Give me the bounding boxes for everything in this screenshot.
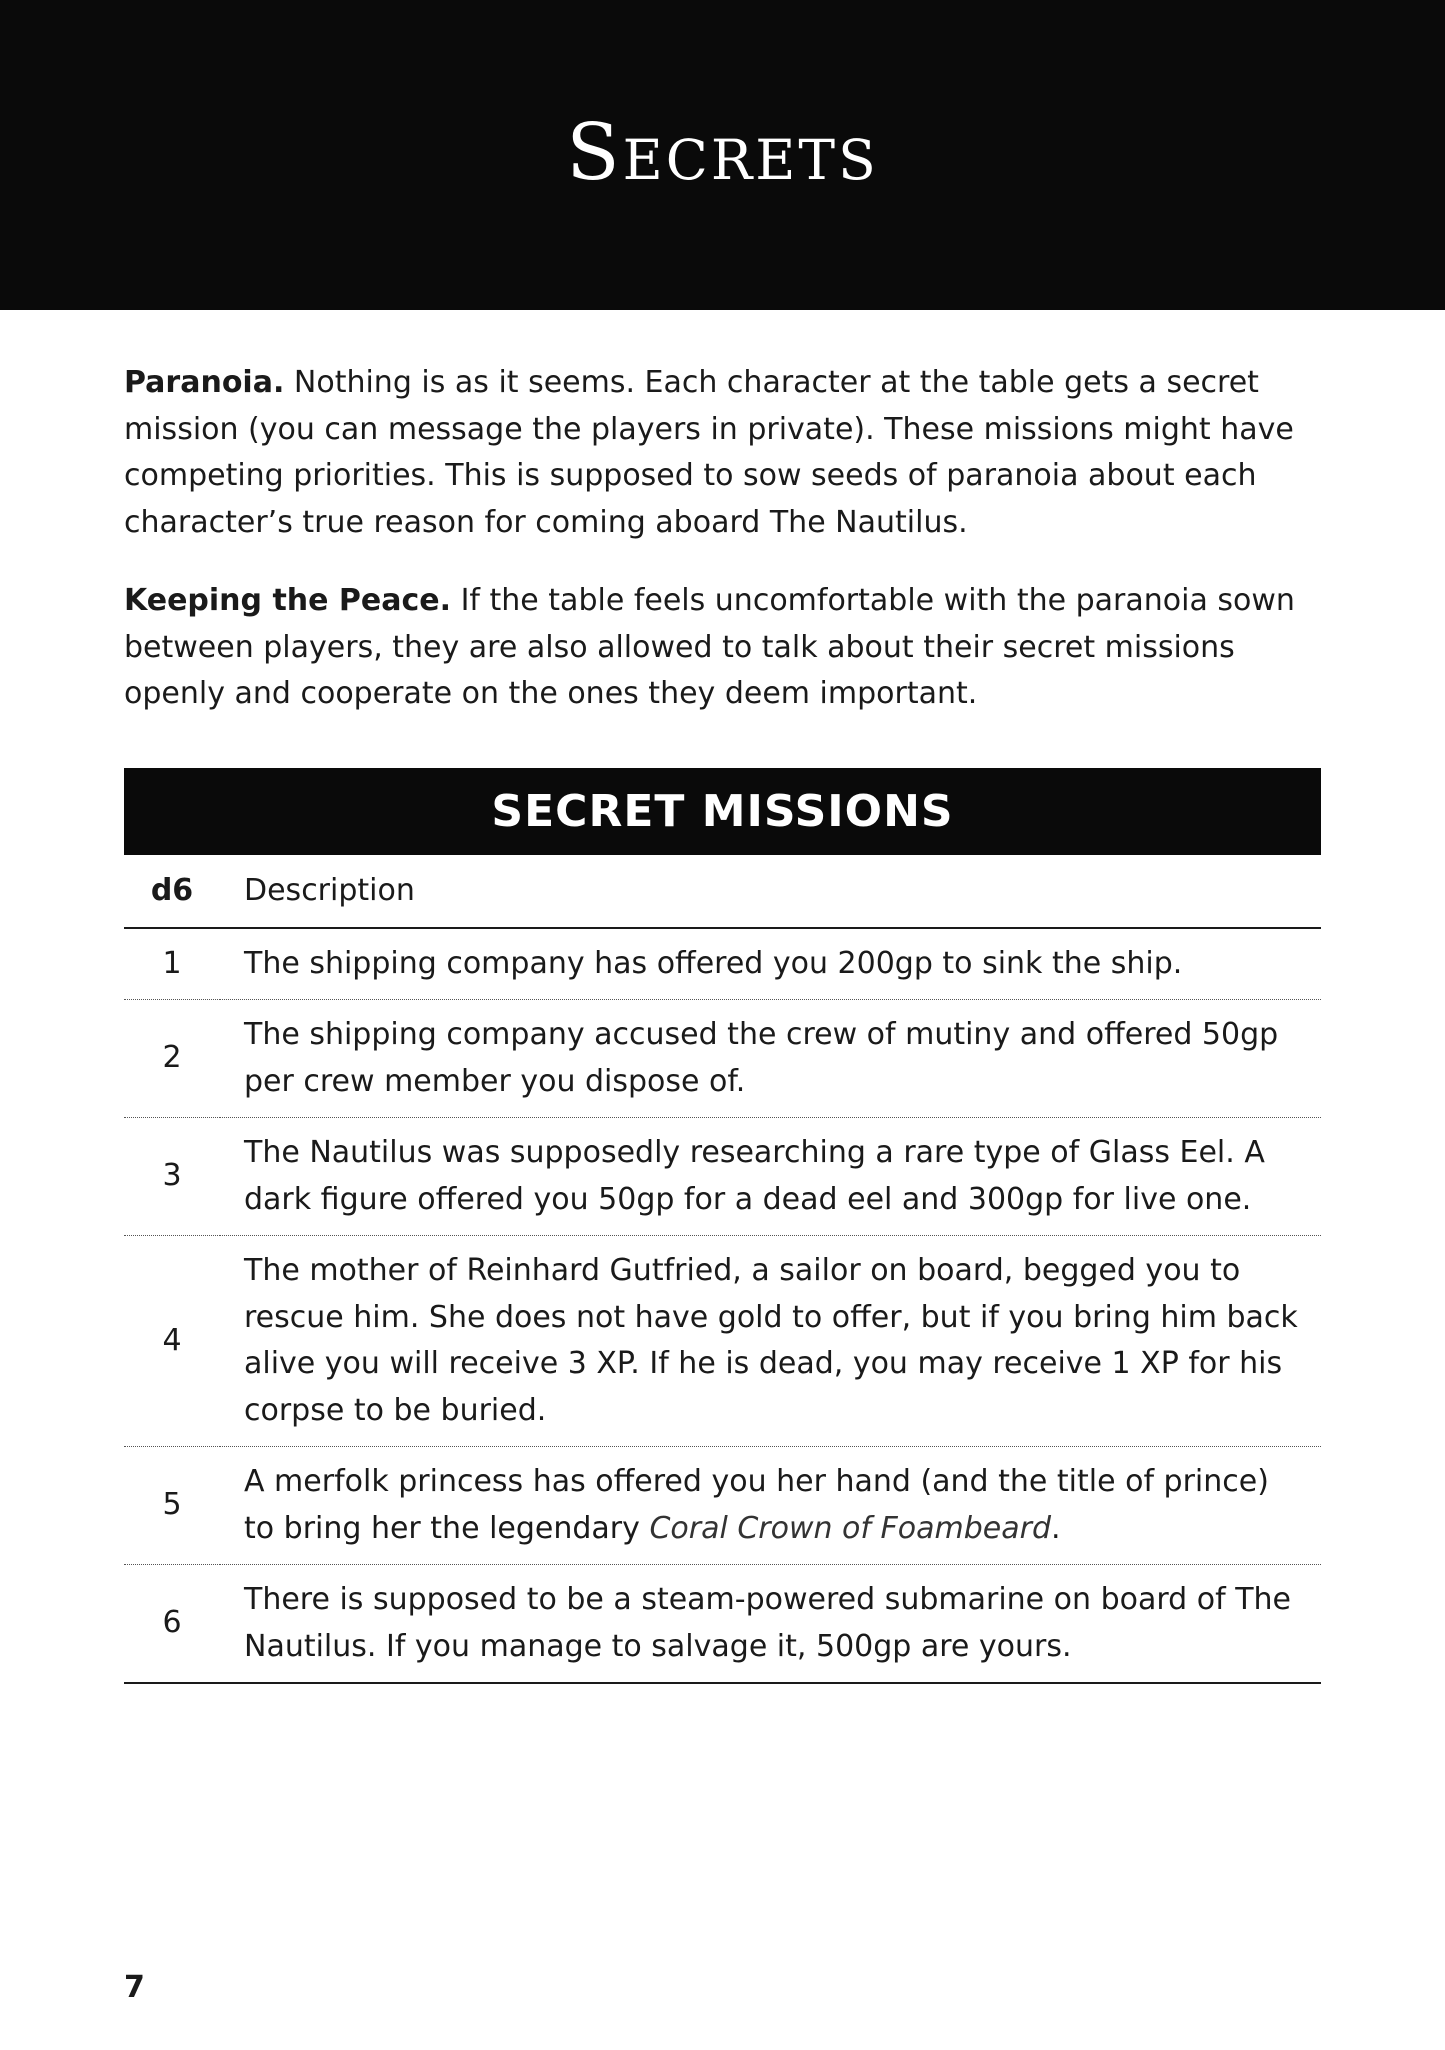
paragraph-body: If the table feels uncomfortable with the paranoia sown between players, they are also allowed to talk about their secret missions openly and cooperate on the ones they deem important. (124, 583, 1295, 711)
row-text-suffix: . (1050, 1510, 1061, 1546)
table-row (124, 1236, 1321, 1447)
row-description: The shipping company has offered you 200gp to sink the ship. (220, 928, 1321, 1000)
table-row (124, 1447, 1321, 1565)
page-title: Secrets (566, 108, 879, 198)
page-content (124, 360, 1321, 1684)
secret-missions-table (124, 768, 1321, 1685)
item-name-coral-crown: Coral Crown of Foambeard (649, 1510, 1051, 1546)
row-description (220, 1447, 1321, 1565)
row-roll: 5 (124, 1447, 220, 1565)
row-roll: 6 (124, 1565, 220, 1684)
paragraph-keeping-the-peace (124, 578, 1321, 718)
table-row (124, 1118, 1321, 1236)
table-header-row (124, 855, 1321, 928)
row-description: There is supposed to be a steam-powered submarine on board of The Nautilus. If you manage to salvage it, 500gp are yours. (220, 1565, 1321, 1684)
row-roll: 3 (124, 1118, 220, 1236)
paragraph-body: Nothing is as it seems. Each character at the table gets a secret mission (you can message the players in private). These missions might have competing priorities. This is supposed to sow seeds of paranoia about each character’s true reason for coming aboard The Nautilus. (124, 365, 1294, 540)
row-description: The shipping company accused the crew of mutiny and offered 50gp per crew member you dispose of. (220, 1000, 1321, 1118)
title-banner (0, 0, 1445, 310)
page-number: 7 (124, 1970, 145, 2005)
table-row (124, 1565, 1321, 1684)
row-text: A merfolk princess has offered you her hand (and the title of prince) to bring her the legendary (244, 1464, 1269, 1546)
table-row (124, 928, 1321, 1000)
row-roll: 2 (124, 1000, 220, 1118)
row-description: The Nautilus was supposedly researching a rare type of Glass Eel. A dark figure offered you 50gp for a dead eel and 300gp for live one. (220, 1118, 1321, 1236)
header-d6: d6 (124, 855, 220, 928)
row-roll: 4 (124, 1236, 220, 1447)
paragraph-paranoia (124, 360, 1321, 546)
row-roll: 1 (124, 928, 220, 1000)
table-title: SECRET MISSIONS (124, 768, 1321, 855)
missions-table (124, 855, 1321, 1685)
row-description: The mother of Reinhard Gutfried, a sailor on board, begged you to rescue him. She does not have gold to offer, but if you bring him back alive you will receive 3 XP. If he is dead, you may receive 1 XP for his corpse to be buried. (220, 1236, 1321, 1447)
paragraph-lead: Paranoia. (124, 365, 285, 400)
table-row (124, 1000, 1321, 1118)
paragraph-lead: Keeping the Peace. (124, 583, 452, 618)
header-description: Description (220, 855, 1321, 928)
